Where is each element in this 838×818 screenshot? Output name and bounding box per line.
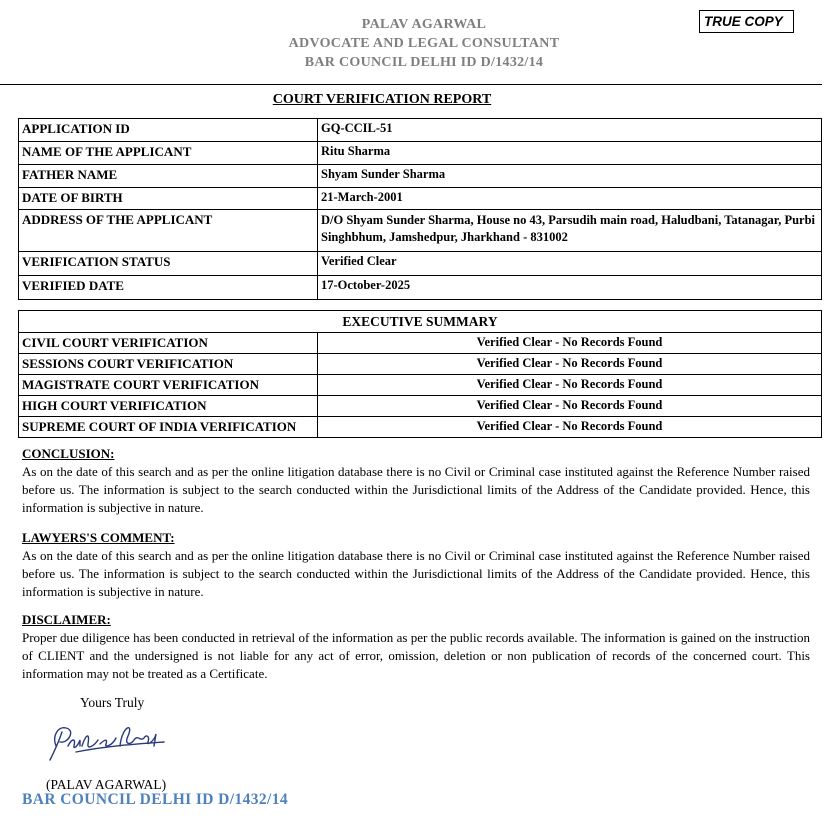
table-row (19, 396, 822, 417)
signature-image (46, 716, 168, 766)
table-row (19, 165, 822, 188)
detail-label: NAME OF THE APPLICANT (19, 142, 318, 165)
table-row (19, 354, 822, 375)
table-row (19, 142, 822, 165)
lawyers-comment-section (22, 529, 810, 601)
summary-label: MAGISTRATE COURT VERIFICATION (19, 375, 318, 396)
detail-label: APPLICATION ID (19, 119, 318, 142)
summary-value: Verified Clear - No Records Found (318, 396, 822, 417)
detail-value: D/O Shyam Sunder Sharma, House no 43, Parsudih main road, Haludbani, Tatanagar, Purbi Singhbhum, Jamshedpur, Jharkhand - 831002 (318, 210, 822, 252)
table-row (19, 333, 822, 354)
summary-value: Verified Clear - No Records Found (318, 417, 822, 438)
conclusion-heading: CONCLUSION: (22, 446, 115, 461)
closing-salutation: Yours Truly (80, 695, 145, 710)
lawyers-comment-heading: LAWYERS'S COMMENT: (22, 530, 175, 545)
table-row (19, 119, 822, 142)
detail-value: 21-March-2001 (318, 188, 822, 210)
applicant-details-table (18, 118, 822, 300)
executive-summary-heading: EXECUTIVE SUMMARY (19, 311, 822, 333)
table-row (19, 188, 822, 210)
detail-value: GQ-CCIL-51 (318, 119, 822, 142)
summary-label: CIVIL COURT VERIFICATION (19, 333, 318, 354)
table-row (19, 210, 822, 252)
table-row (19, 276, 822, 300)
detail-value: Shyam Sunder Sharma (318, 165, 822, 188)
detail-label: FATHER NAME (19, 165, 318, 188)
letterhead-designation: ADVOCATE AND LEGAL CONSULTANT (288, 36, 560, 51)
detail-value: 17-October-2025 (318, 276, 822, 300)
table-row (19, 252, 822, 276)
table-row (19, 375, 822, 396)
detail-value: Ritu Sharma (318, 142, 822, 165)
summary-value: Verified Clear - No Records Found (318, 333, 822, 354)
detail-label: ADDRESS OF THE APPLICANT (19, 210, 318, 252)
detail-label: VERIFIED DATE (19, 276, 318, 300)
detail-value: Verified Clear (318, 252, 822, 276)
true-copy-stamp: TRUE COPY (699, 10, 794, 33)
lawyers-comment-text: As on the date of this search and as per the online litigation database there is no Civil or Criminal case instituted against the Reference Number raised before us. The information is subject to the search conducted within the Jurisdictional limits of the Address of the Candidate provided. Hence, this information is subjective in nature. (22, 548, 810, 599)
header-divider (0, 84, 822, 85)
letterhead-name: PALAV AGARWAL (361, 17, 487, 32)
table-row (19, 417, 822, 438)
summary-value: Verified Clear - No Records Found (318, 354, 822, 375)
conclusion-section (22, 445, 810, 517)
summary-value: Verified Clear - No Records Found (318, 375, 822, 396)
disclaimer-section (22, 611, 810, 683)
letterhead-bar-id: BAR COUNCIL DELHI ID D/1432/14 (304, 55, 544, 70)
report-title: COURT VERIFICATION REPORT (272, 92, 492, 107)
summary-label: HIGH COURT VERIFICATION (19, 396, 318, 417)
signatory-name: (PALAV AGARWAL) (46, 777, 167, 792)
summary-label: SESSIONS COURT VERIFICATION (19, 354, 318, 375)
conclusion-text: As on the date of this search and as per the online litigation database there is no Civil or Criminal case instituted against the Reference Number raised before us. The information is subject to the search conducted within the Jurisdictional limits of the Address of the Candidate provided. Hence, this information is subjective in nature. (22, 464, 810, 515)
footer-bar-id: BAR COUNCIL DELHI ID D/1432/14 (22, 791, 289, 808)
summary-label: SUPREME COURT OF INDIA VERIFICATION (19, 417, 318, 438)
executive-summary-table (18, 310, 822, 438)
detail-label: DATE OF BIRTH (19, 188, 318, 210)
detail-label: VERIFICATION STATUS (19, 252, 318, 276)
disclaimer-text: Proper due diligence has been conducted in retrieval of the information as per the public records available. The information is gained on the instruction of CLIENT and the undersigned is not liable for any act of error, omission, deletion or non publication of records of the concerned court. This information may not be treated as a Certificate. (22, 630, 810, 681)
disclaimer-heading: DISCLAIMER: (22, 612, 111, 627)
